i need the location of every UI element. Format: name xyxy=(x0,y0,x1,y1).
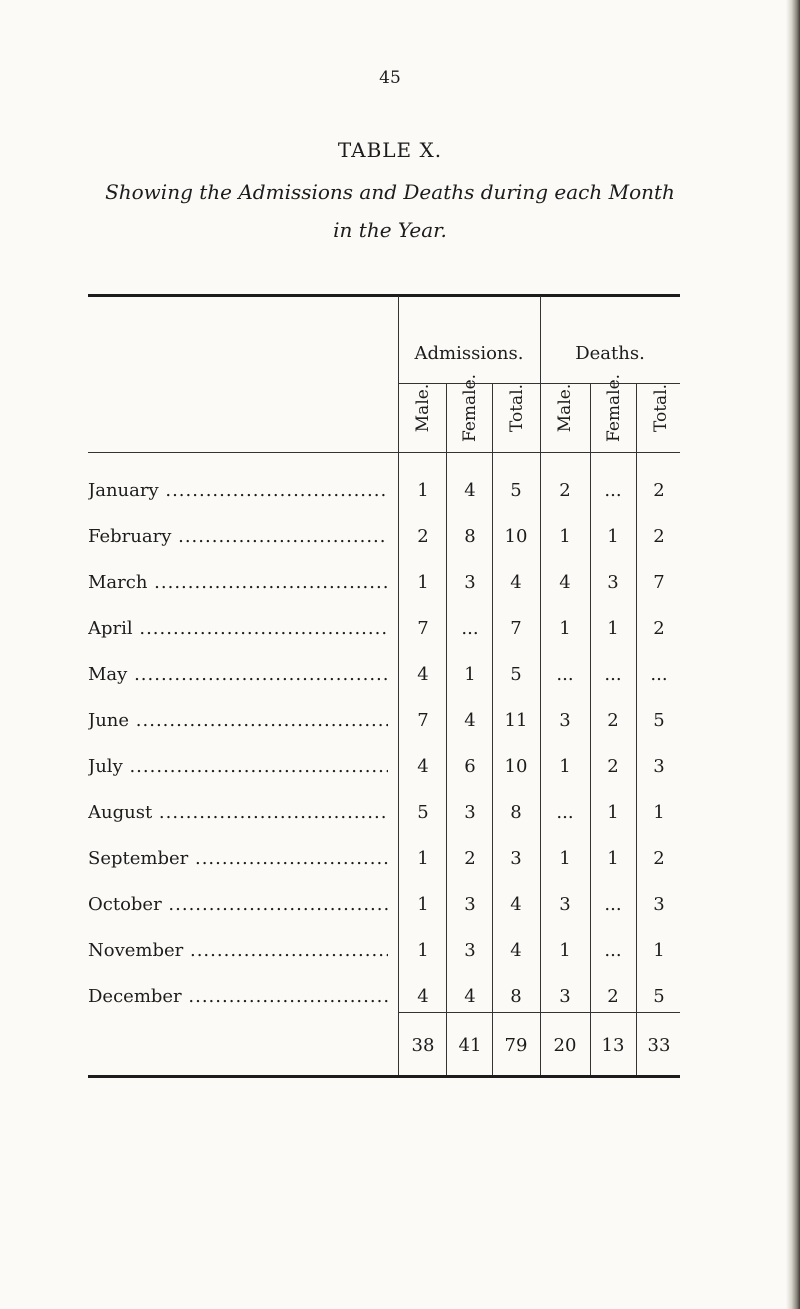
table-row xyxy=(0,802,800,832)
deaths-female-cell: 3 xyxy=(607,572,619,593)
month-label: July ..... xyxy=(88,756,388,777)
admissions-female-cell: 3 xyxy=(464,802,476,823)
admissions-female-cell: ... xyxy=(461,618,479,639)
deaths-total-cell: ... xyxy=(650,664,668,685)
deaths-total-cell: 2 xyxy=(653,618,665,639)
admissions-female-cell: 4 xyxy=(464,710,476,731)
admissions-male-cell: 1 xyxy=(417,480,429,501)
deaths-male-cell: 1 xyxy=(559,848,571,869)
month-label: September ..... xyxy=(88,848,388,869)
admissions-female-cell: 4 xyxy=(464,480,476,501)
table-row xyxy=(0,572,800,602)
page-edge-shadow xyxy=(786,0,800,1309)
deaths-female-cell: ... xyxy=(604,894,622,915)
admissions-male-cell: 4 xyxy=(417,986,429,1007)
deaths-male-cell: 3 xyxy=(559,710,571,731)
month-label: March ..... xyxy=(88,572,388,593)
admissions-female-heading: Female. xyxy=(460,373,480,443)
admissions-female-cell: 3 xyxy=(464,894,476,915)
deaths-female-cell: 2 xyxy=(607,986,619,1007)
table-subtitle-line-1: Showing the Admissions and Deaths during each Month xyxy=(105,180,675,204)
deaths-female-cell: 2 xyxy=(607,710,619,731)
table-row xyxy=(0,986,800,1016)
deaths-female-cell: ... xyxy=(604,664,622,685)
month-label: June ..... xyxy=(88,710,388,731)
deaths-male-cell: ... xyxy=(556,802,574,823)
page-number: 45 xyxy=(379,68,401,88)
table-row xyxy=(0,848,800,878)
table-row xyxy=(0,756,800,786)
admissions-female-cell: 1 xyxy=(464,664,476,685)
admissions-total-heading: Total. xyxy=(507,383,527,433)
admissions-total-cell: 10 xyxy=(504,526,528,547)
table-row xyxy=(0,480,800,510)
admissions-female-cell: 4 xyxy=(464,986,476,1007)
admissions-female-cell: 3 xyxy=(464,572,476,593)
admissions-male-cell: 4 xyxy=(417,664,429,685)
admissions-male-cell: 7 xyxy=(417,618,429,639)
total-admissions-male: 38 xyxy=(411,1035,435,1056)
deaths-female-heading: Female. xyxy=(604,373,624,443)
month-label: October ..... xyxy=(88,894,388,915)
table-row xyxy=(0,618,800,648)
deaths-total-cell: 2 xyxy=(653,526,665,547)
admissions-total-cell: 3 xyxy=(510,848,522,869)
deaths-female-cell: 1 xyxy=(607,618,619,639)
admissions-total-cell: 4 xyxy=(510,940,522,961)
deaths-female-cell: 1 xyxy=(607,848,619,869)
admissions-heading: Admissions. xyxy=(414,343,524,364)
deaths-total-cell: 1 xyxy=(653,802,665,823)
admissions-female-cell: 3 xyxy=(464,940,476,961)
deaths-total-cell: 2 xyxy=(653,848,665,869)
deaths-total-cell: 3 xyxy=(653,894,665,915)
admissions-male-cell: 1 xyxy=(417,940,429,961)
table-row xyxy=(0,940,800,970)
admissions-total-cell: 7 xyxy=(510,618,522,639)
top-rule xyxy=(88,294,680,297)
total-deaths-total: 33 xyxy=(647,1035,671,1056)
admissions-total-cell: 4 xyxy=(510,894,522,915)
admissions-female-cell: 2 xyxy=(464,848,476,869)
deaths-male-cell: 3 xyxy=(559,986,571,1007)
table-subtitle-line-2: in the Year. xyxy=(333,218,447,242)
deaths-total-heading: Total. xyxy=(651,383,671,433)
admissions-total-cell: 5 xyxy=(510,664,522,685)
admissions-male-cell: 4 xyxy=(417,756,429,777)
deaths-male-cell: 1 xyxy=(559,756,571,777)
deaths-total-cell: 5 xyxy=(653,710,665,731)
admissions-female-cell: 8 xyxy=(464,526,476,547)
table-title: TABLE X. xyxy=(337,138,443,162)
table-row xyxy=(0,710,800,740)
admissions-male-cell: 5 xyxy=(417,802,429,823)
total-deaths-female: 13 xyxy=(601,1035,625,1056)
deaths-male-cell: 1 xyxy=(559,618,571,639)
deaths-male-cell: 3 xyxy=(559,894,571,915)
admissions-total-cell: 8 xyxy=(510,802,522,823)
deaths-heading: Deaths. xyxy=(575,343,645,364)
deaths-female-cell: 1 xyxy=(607,526,619,547)
admissions-male-heading: Male. xyxy=(413,383,434,433)
admissions-total-cell: 11 xyxy=(504,710,528,731)
month-label: August ..... xyxy=(88,802,388,823)
admissions-total-cell: 10 xyxy=(504,756,528,777)
month-label: April ..... xyxy=(88,618,388,639)
total-admissions-female: 41 xyxy=(458,1035,482,1056)
month-label: December ..... xyxy=(88,986,388,1007)
table-row xyxy=(0,526,800,556)
deaths-male-cell: 1 xyxy=(559,526,571,547)
deaths-male-cell: 2 xyxy=(559,480,571,501)
header-bottom-rule xyxy=(88,452,680,453)
admissions-female-cell: 6 xyxy=(464,756,476,777)
total-admissions-total: 79 xyxy=(504,1035,528,1056)
admissions-total-cell: 4 xyxy=(510,572,522,593)
deaths-total-cell: 5 xyxy=(653,986,665,1007)
deaths-male-cell: ... xyxy=(556,664,574,685)
month-label: November ..... xyxy=(88,940,388,961)
admissions-total-cell: 5 xyxy=(510,480,522,501)
deaths-total-cell: 3 xyxy=(653,756,665,777)
deaths-female-cell: ... xyxy=(604,480,622,501)
admissions-male-cell: 1 xyxy=(417,894,429,915)
deaths-female-cell: 1 xyxy=(607,802,619,823)
admissions-male-cell: 1 xyxy=(417,572,429,593)
deaths-female-cell: 2 xyxy=(607,756,619,777)
bottom-rule xyxy=(88,1075,680,1078)
month-label: January ..... xyxy=(88,480,388,501)
deaths-female-cell: ... xyxy=(604,940,622,961)
month-label: February ..... xyxy=(88,526,388,547)
deaths-male-cell: 4 xyxy=(559,572,571,593)
table-row xyxy=(0,894,800,924)
admissions-male-cell: 2 xyxy=(417,526,429,547)
admissions-total-cell: 8 xyxy=(510,986,522,1007)
month-label: May ..... xyxy=(88,664,388,685)
deaths-male-cell: 1 xyxy=(559,940,571,961)
admissions-male-cell: 7 xyxy=(417,710,429,731)
total-deaths-male: 20 xyxy=(553,1035,577,1056)
deaths-total-cell: 7 xyxy=(653,572,665,593)
deaths-male-heading: Male. xyxy=(555,383,576,433)
admissions-male-cell: 1 xyxy=(417,848,429,869)
table-row xyxy=(0,664,800,694)
deaths-total-cell: 1 xyxy=(653,940,665,961)
deaths-total-cell: 2 xyxy=(653,480,665,501)
